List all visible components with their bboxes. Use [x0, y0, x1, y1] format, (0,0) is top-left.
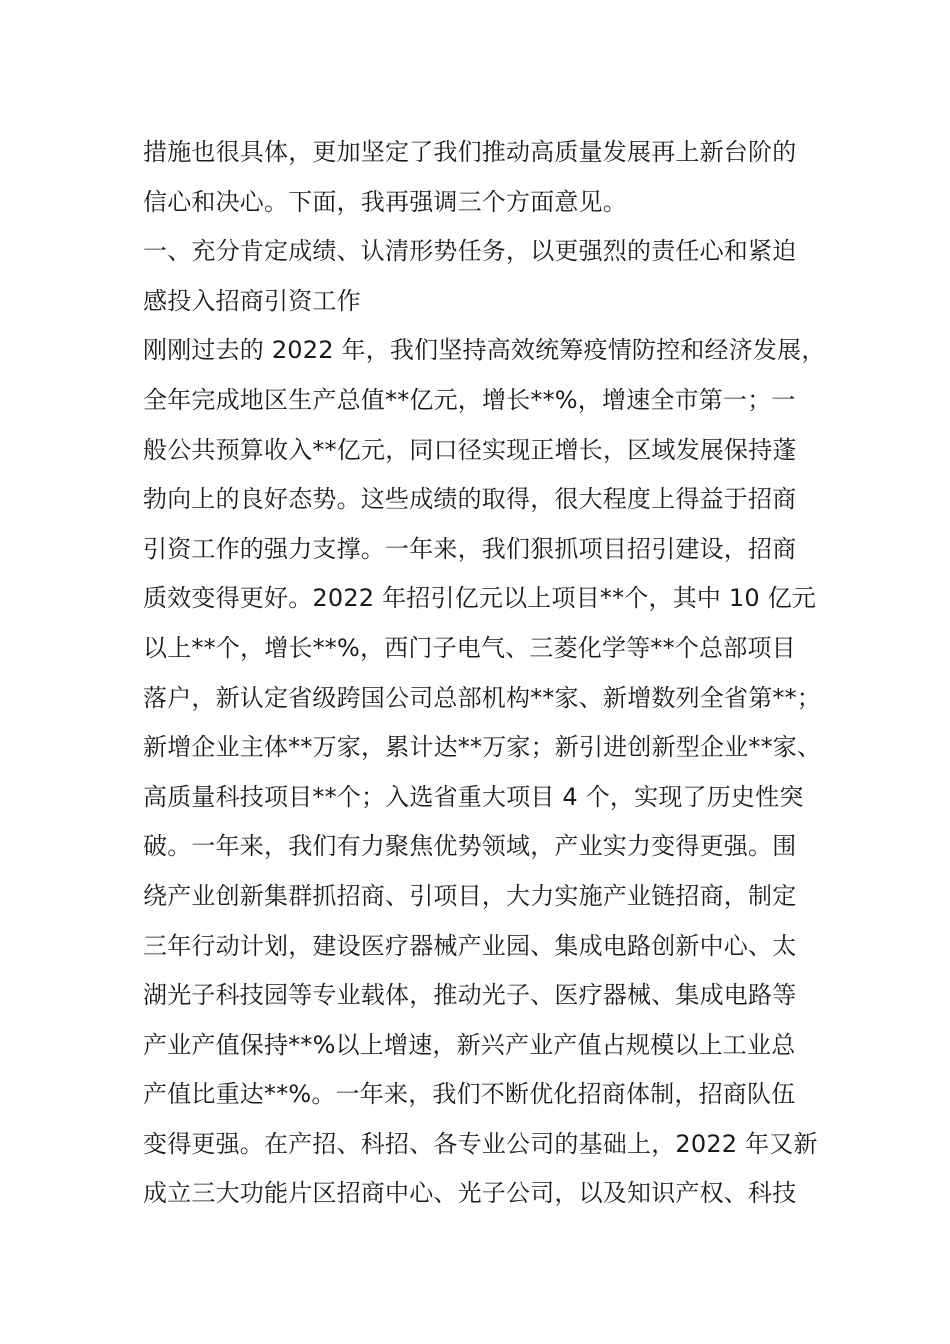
text-line: 信心和决心。下面，我再强调三个方面意见。	[143, 187, 627, 216]
section-heading-line: 感投入招商引资工作	[143, 286, 361, 315]
text-line: 破。一年来，我们有力聚焦优势领域，产业实力变得更强。围	[143, 832, 797, 861]
text-line: 引资工作的强力支撑。一年来，我们狠抓项目招引建设，招商	[143, 534, 797, 563]
text-line: 措施也很具体，更加坚定了我们推动高质量发展再上新台阶的	[143, 138, 797, 166]
text-line: 全年完成地区生产总值**亿元，增长**%，增速全市第一；一	[143, 385, 796, 414]
text-line: 产值比重达**%。一年来，我们不断优化招商体制，招商队伍	[143, 1080, 796, 1109]
text-line: 产业产值保持**%以上增速，新兴产业产值占规模以上工业总	[143, 1030, 796, 1059]
text-line: 变得更强。在产招、科招、各专业公司的基础上，2022 年又新	[143, 1129, 818, 1158]
document-body	[143, 128, 826, 1219]
text-line: 高质量科技项目**个；入选省重大项目 4 个，实现了历史性突	[143, 782, 804, 811]
text-line: 成立三大功能片区招商中心、光子公司，以及知识产权、科技	[143, 1179, 797, 1208]
text-line: 勃向上的良好态势。这些成绩的取得，很大程度上得益于招商	[143, 485, 797, 514]
text-line: 新增企业主体**万家，累计达**万家；新引进创新型企业**家、	[143, 733, 822, 762]
text-line: 刚刚过去的 2022 年，我们坚持高效统筹疫情防控和经济发展，	[143, 336, 826, 365]
text-line: 落户，新认定省级跨国公司总部机构**家、新增数列全省第**；	[143, 683, 821, 712]
text-line: 质效变得更好。2022 年招引亿元以上项目**个，其中 10 亿元	[143, 584, 817, 613]
text-line: 绕产业创新集群抓招商、引项目，大力实施产业链招商，制定	[143, 881, 797, 910]
text-line: 般公共预算收入**亿元，同口径实现正增长，区域发展保持蓬	[143, 435, 797, 464]
text-line: 三年行动计划，建设医疗器械产业园、集成电路创新中心、太	[143, 931, 797, 960]
section-heading-line: 一、充分肯定成绩、认清形势任务，以更强烈的责任心和紧迫	[143, 237, 797, 266]
text-line: 以上**个，增长**%，西门子电气、三菱化学等**个总部项目	[143, 633, 796, 662]
text-line: 湖光子科技园等专业载体，推动光子、医疗器械、集成电路等	[143, 981, 797, 1010]
